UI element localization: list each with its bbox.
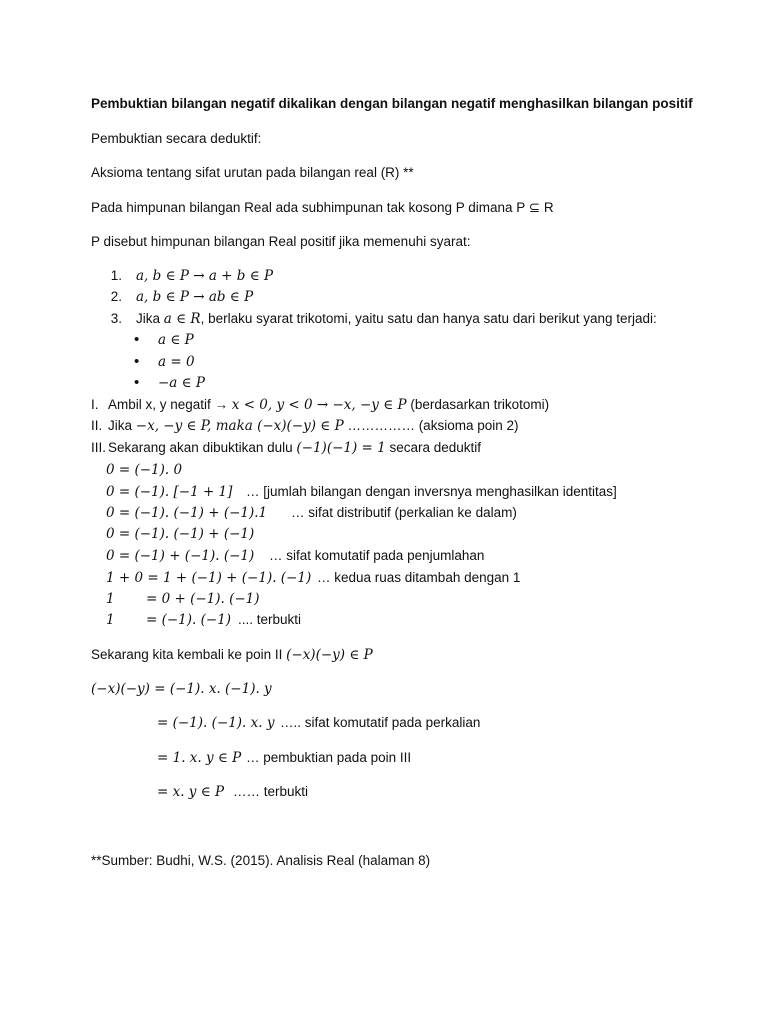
aksioma-line: Aksioma tentang sifat urutan pada bilangan real (R) ** — [91, 165, 414, 180]
deduktif-heading: Pembuktian secara deduktif: — [91, 131, 262, 146]
back-to-point-ii: Sekarang kita kembali ke poin II (−x)(−y) ∈ P — [91, 647, 373, 663]
document-page: Pembuktian bilangan negatif dikalikan dengan bilangan negatif menghasilkan bilangan positif Pembuktian secara deduktif: Aksioma tentang sifat urutan pada bilangan real (R) ** Pada himpunan bilangan Real ada subhimpunan tak kosong P dimana P ⊆ R P disebut himpunan bilangan Real positif jika memenuhi syarat: 1. a, b ∈ P → a + b ∈ P 2. a, b ∈ P → ab ∈ P 3. Jika a ∈ R, berlaku syarat trikotomi, yaitu satu dan hanya satu dari berikut yang terjadi: • a ∈ P • a = 0 • −a ∈ P I. Ambil x, y negatif → x < 0, y < 0 → −x, −y ∈ P (berdasarkan trikotomi) II. Jika −x, −y ∈ P, maka (−x)(−y) ∈ P …………… (aksioma poin 2) III. Sekarang akan dibuktikan dulu (−1)(−1) = 1 secara deduktif 0 = (−1). 0 0 = (−1). [−1 + 1] … [jumlah bilangan dengan inversnya menghasilkan identitas] 0 = (−1). (−1) + (−1).1 … sifat distributif (perkalian ke dalam) 0 = (−1). (−1) + (−1) 0 = (−1) + (−1). (−1) … sifat komutatif pada penjumlahan 1 + 0 = 1 + (−1) + (−1). (−1) … kedua ruas ditambah dengan 1 1 = 0 + (−1). (−1) 1 = (−1). (−1) .... terbukti Sekarang kita kembali ke poin II (−x)(−y) ∈ P (−x)(−y) = (−1). x. (−1). y = (−1). (−1). x. y ….. sifat komutatif pada perkalian = 1. x. y ∈ P … pembuktian pada poin III = x. y ∈ P …… terbukti **Sumber: Budhi, W.S. (2015). Analisis Real (halaman 8) — [91, 96, 693, 868]
source-citation: **Sumber: Budhi, W.S. (2015). Analisis Real (halaman 8) — [91, 853, 431, 868]
bullet-icon: • — [134, 331, 140, 348]
proof-line: 0 = (−1). (−1) + (−1) — [106, 526, 255, 542]
condition-math: a, b ∈ P → ab ∈ P — [136, 289, 254, 305]
final-line: (−x)(−y) = (−1). x. (−1). y — [91, 681, 272, 697]
himpunan-line: Pada himpunan bilangan Real ada subhimpunan tak kosong P dimana P ⊆ R — [91, 200, 554, 215]
condition-math: a, b ∈ P → a + b ∈ P — [136, 268, 274, 284]
proof-line: 0 = (−1). 0 — [106, 462, 183, 478]
syarat-line: P disebut himpunan bilangan Real positif jika memenuhi syarat: — [91, 234, 471, 249]
bullet-icon: • — [134, 374, 140, 391]
condition-math: a ∈ R — [163, 311, 201, 327]
bullet-icon: • — [134, 353, 140, 370]
document-title: Pembuktian bilangan negatif dikalikan dengan bilangan negatif menghasilkan bilangan positif — [91, 96, 693, 111]
